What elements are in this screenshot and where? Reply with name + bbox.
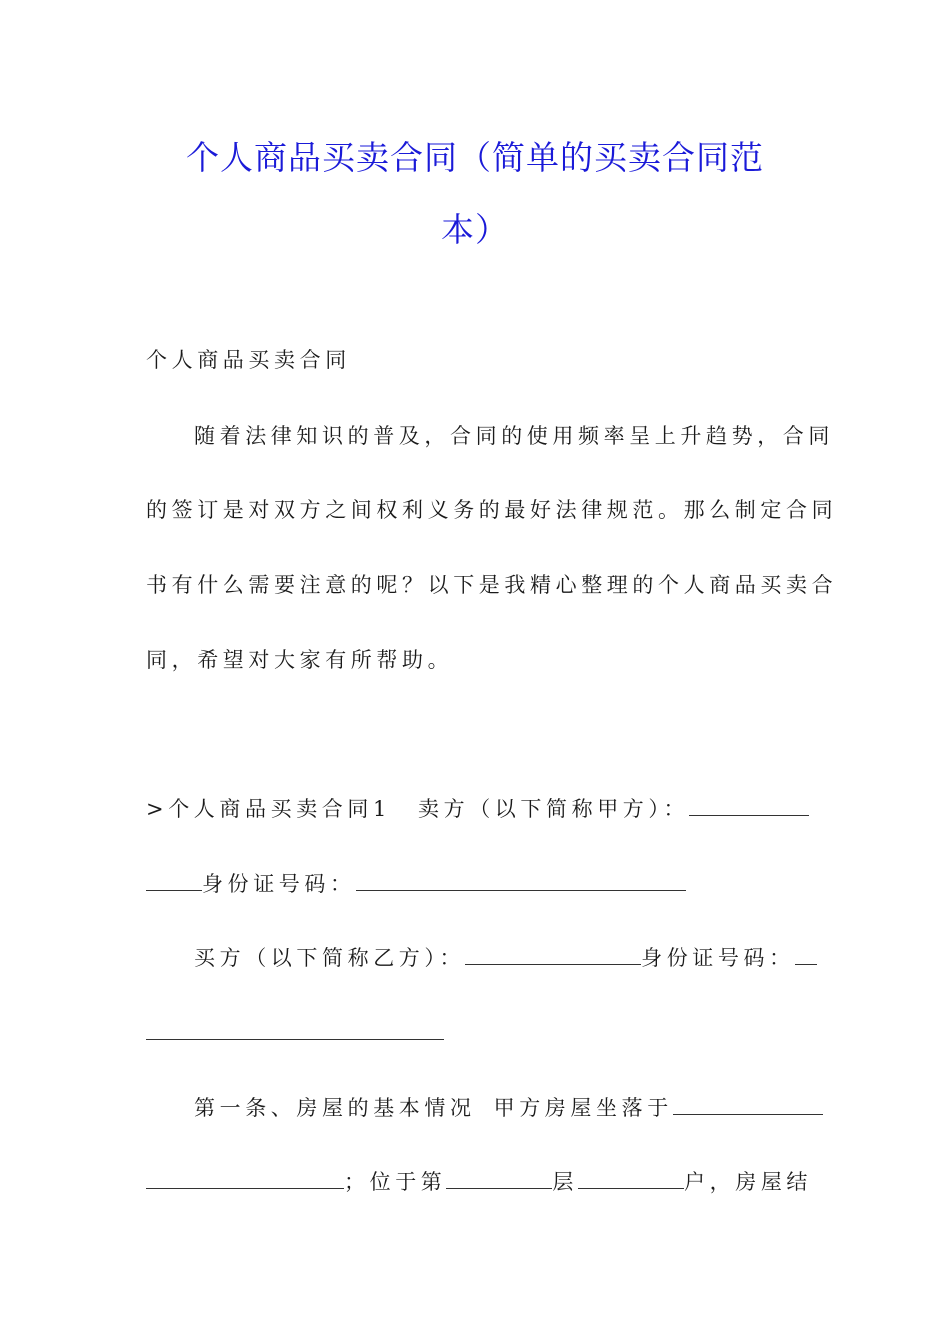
position-prefix: ；位于第: [344, 1170, 447, 1194]
contract-number: >个人商品买卖合同1: [146, 797, 391, 821]
document-title-line-2: 本）: [441, 210, 509, 249]
buyer-id-blank-continued: [146, 1019, 444, 1040]
intro-line-1: 随着法律知识的普及，合同的使用频率呈上升趋势，合同: [194, 424, 834, 448]
unit-label: 户，房屋结: [684, 1170, 813, 1194]
article-1-row: [194, 1094, 823, 1122]
buyer-id-row-continued: [146, 1019, 444, 1047]
article-1-heading: 第一条、房屋的基本情况: [194, 1096, 476, 1120]
floor-blank: [446, 1168, 552, 1189]
seller-id-row: [146, 870, 686, 898]
buyer-label: 买方（以下简称乙方）：: [194, 946, 466, 970]
buyer-name-blank: [465, 944, 641, 965]
intro-line-3: 书有什么需要注意的呢？以下是我精心整理的个人商品买卖合: [146, 573, 838, 597]
location-blank: [673, 1094, 823, 1115]
buyer-id-label: 身份证号码：: [641, 946, 795, 970]
seller-label: [418, 795, 809, 823]
floor-label: 层: [552, 1170, 579, 1194]
location-label: 甲方房屋坐落于: [493, 1096, 673, 1120]
seller-id-blank: [356, 870, 686, 891]
intro-line-2: 的签订是对双方之间权利义务的最好法律规范。那么制定合同: [146, 498, 838, 522]
seller-id-label: 身份证号码：: [202, 872, 356, 896]
location-blank-continued: [146, 1168, 344, 1189]
seller-label-text: 卖方（以下简称甲方）：: [418, 797, 690, 821]
seller-name-blank: [689, 795, 809, 816]
unit-blank: [578, 1168, 684, 1189]
intro-line-4: 同，希望对大家有所帮助。: [146, 648, 454, 672]
floor-row: [146, 1168, 812, 1196]
section-heading: 个人商品买卖合同: [146, 348, 351, 372]
document-title-line-1: 个人商品买卖合同（简单的买卖合同范: [186, 138, 764, 177]
buyer-id-blank: [795, 944, 817, 965]
buyer-row: [194, 944, 817, 972]
seller-name-blank-continued: [146, 870, 202, 891]
